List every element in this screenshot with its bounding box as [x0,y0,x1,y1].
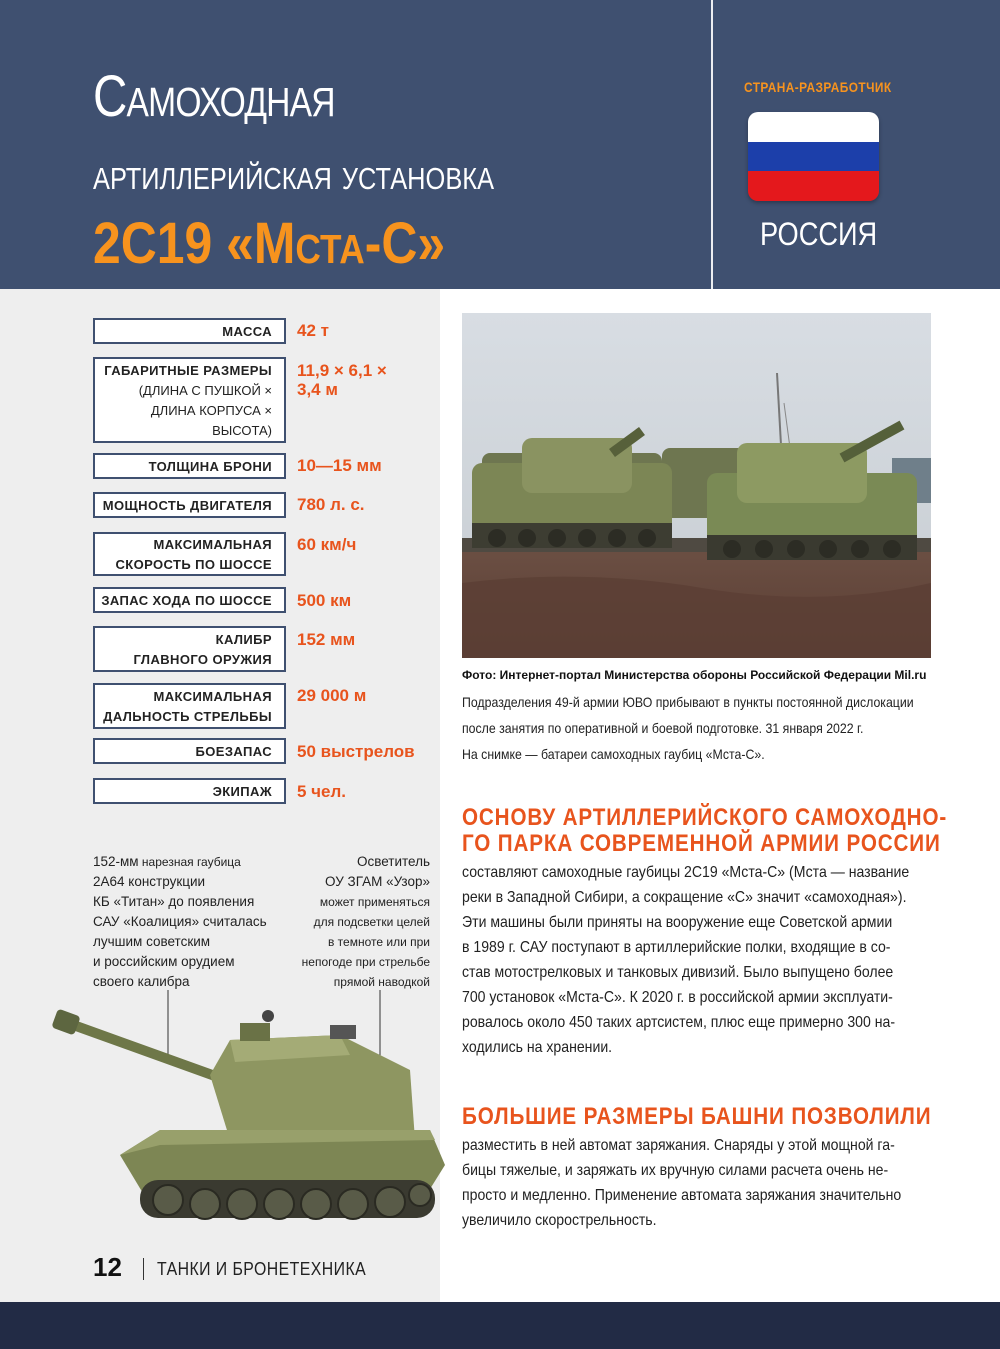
photo-source: Фото: Интернет-портал Министерства обороны Российской Федерации Mil.ru [462,668,927,682]
country-label: СТРАНА-РАЗРАБОТЧИК [744,79,892,95]
spec-value-crew: 5 чел. [297,782,347,801]
page-number: 12 [93,1252,122,1282]
spec-label-engine: МОЩНОСТЬ ДВИГАТЕЛЯ [93,492,286,518]
spec-value-armor: 10—15 мм [297,456,382,475]
spec-label-ammo: БОЕЗАПАС [93,738,286,764]
section-name: ТАНКИ И БРОНЕТЕХНИКА [157,1259,367,1279]
spec-value-dimensions: 11,9 × 6,1 × 3,4 м [297,361,387,399]
russia-flag-icon [748,112,879,201]
section1-heading-line1: ОСНОВУ АРТИЛЛЕРИЙСКОГО САМОХОДНО- [462,804,948,831]
spec-value-engine: 780 л. с. [297,495,365,514]
spec-label-firing-range: МАКСИМАЛЬНАЯ ДАЛЬНОСТЬ СТРЕЛЬБЫ [93,683,286,729]
spec-label-speed: МАКСИМАЛЬНАЯ СКОРОСТЬ ПО ШОССЕ [93,532,286,576]
spec-label-dimensions: ГАБАРИТНЫЕ РАЗМЕРЫ (ДЛИНА С ПУШКОЙ × ДЛИНА КОРПУСА × ВЫСОТА) [93,357,286,443]
spec-value-range: 500 км [297,591,352,610]
title-line-2: артиллерийская установка [93,150,495,199]
callout-gun: 152-мм нарезная гаубица 2А64 конструкции КБ «Титан» до появления САУ «Коалиция» считалась лучшим советским и российским орудием своего калибра [93,854,267,989]
spec-value-mass: 42 т [297,321,329,340]
tank-illustration [40,990,450,1240]
photo-caption: Подразделения 49-й армии ЮВО прибывают в пункты постоянной дислокации после занятия по оперативной и боевой подготовке. 31 января 2022 г. На снимке — батареи самоходных гаубиц «Мста-С». [462,694,914,762]
spec-value-ammo: 50 выстрелов [297,742,415,761]
title-line-1: Самоходная [93,64,335,129]
footer-bar [0,1302,1000,1349]
header-divider [711,0,713,289]
callout-searchlight: Осветитель ОУ ЗГАМ «Узор» может применяться для подсветки целей в темноте или при непогоде при стрельбе прямой наводкой [301,854,430,989]
spec-label-crew: ЭКИПАЖ [93,778,286,804]
spec-value-firing-range: 29 000 м [297,686,367,705]
country-name: РОССИЯ [760,216,878,252]
spec-value-caliber: 152 мм [297,630,356,649]
spec-label-mass: МАССА [93,318,286,344]
title-line-3: 2С19 «Мста-С» [93,211,446,276]
spec-label-armor: ТОЛЩИНА БРОНИ [93,453,286,479]
page-separator [143,1258,144,1280]
section1-heading-line2: ГО ПАРКА СОВРЕМЕННОЙ АРМИИ РОССИИ [462,830,941,857]
section1-body: составляют самоходные гаубицы 2С19 «Мста-С» (Мста — название реки в Западной Сибири, а сокращение «С» значит «самоходная»). Эти машины были приняты на вооружение еще Советской армии в 1989 г. САУ поступают в артиллерийские полки, входящие в со- став мотострелковых и танковых дивизий. Было выпущено более 700 установок «Мста-С». К 2020 г. в российской армии эксплуати- ровалось около 450 таких артсистем, плюс еще примерно 300 на- ходились на хранении. [462,864,910,1056]
spec-value-speed: 60 км/ч [297,535,357,554]
spec-label-range: ЗАПАС ХОДА ПО ШОССЕ [93,587,286,613]
photo-howitzer-batteries [462,313,931,658]
section2-heading: БОЛЬШИЕ РАЗМЕРЫ БАШНИ ПОЗВОЛИЛИ [462,1103,932,1130]
section2-body: разместить в ней автомат заряжания. Снаряды у этой мощной га- бицы тяжелые, и заряжать их вручную силами расчета очень не- просто и медленно. Применение автомата заряжания значительно увеличило скорострельность. [462,1137,902,1229]
spec-label-caliber: КАЛИБР ГЛАВНОГО ОРУЖИЯ [93,626,286,672]
